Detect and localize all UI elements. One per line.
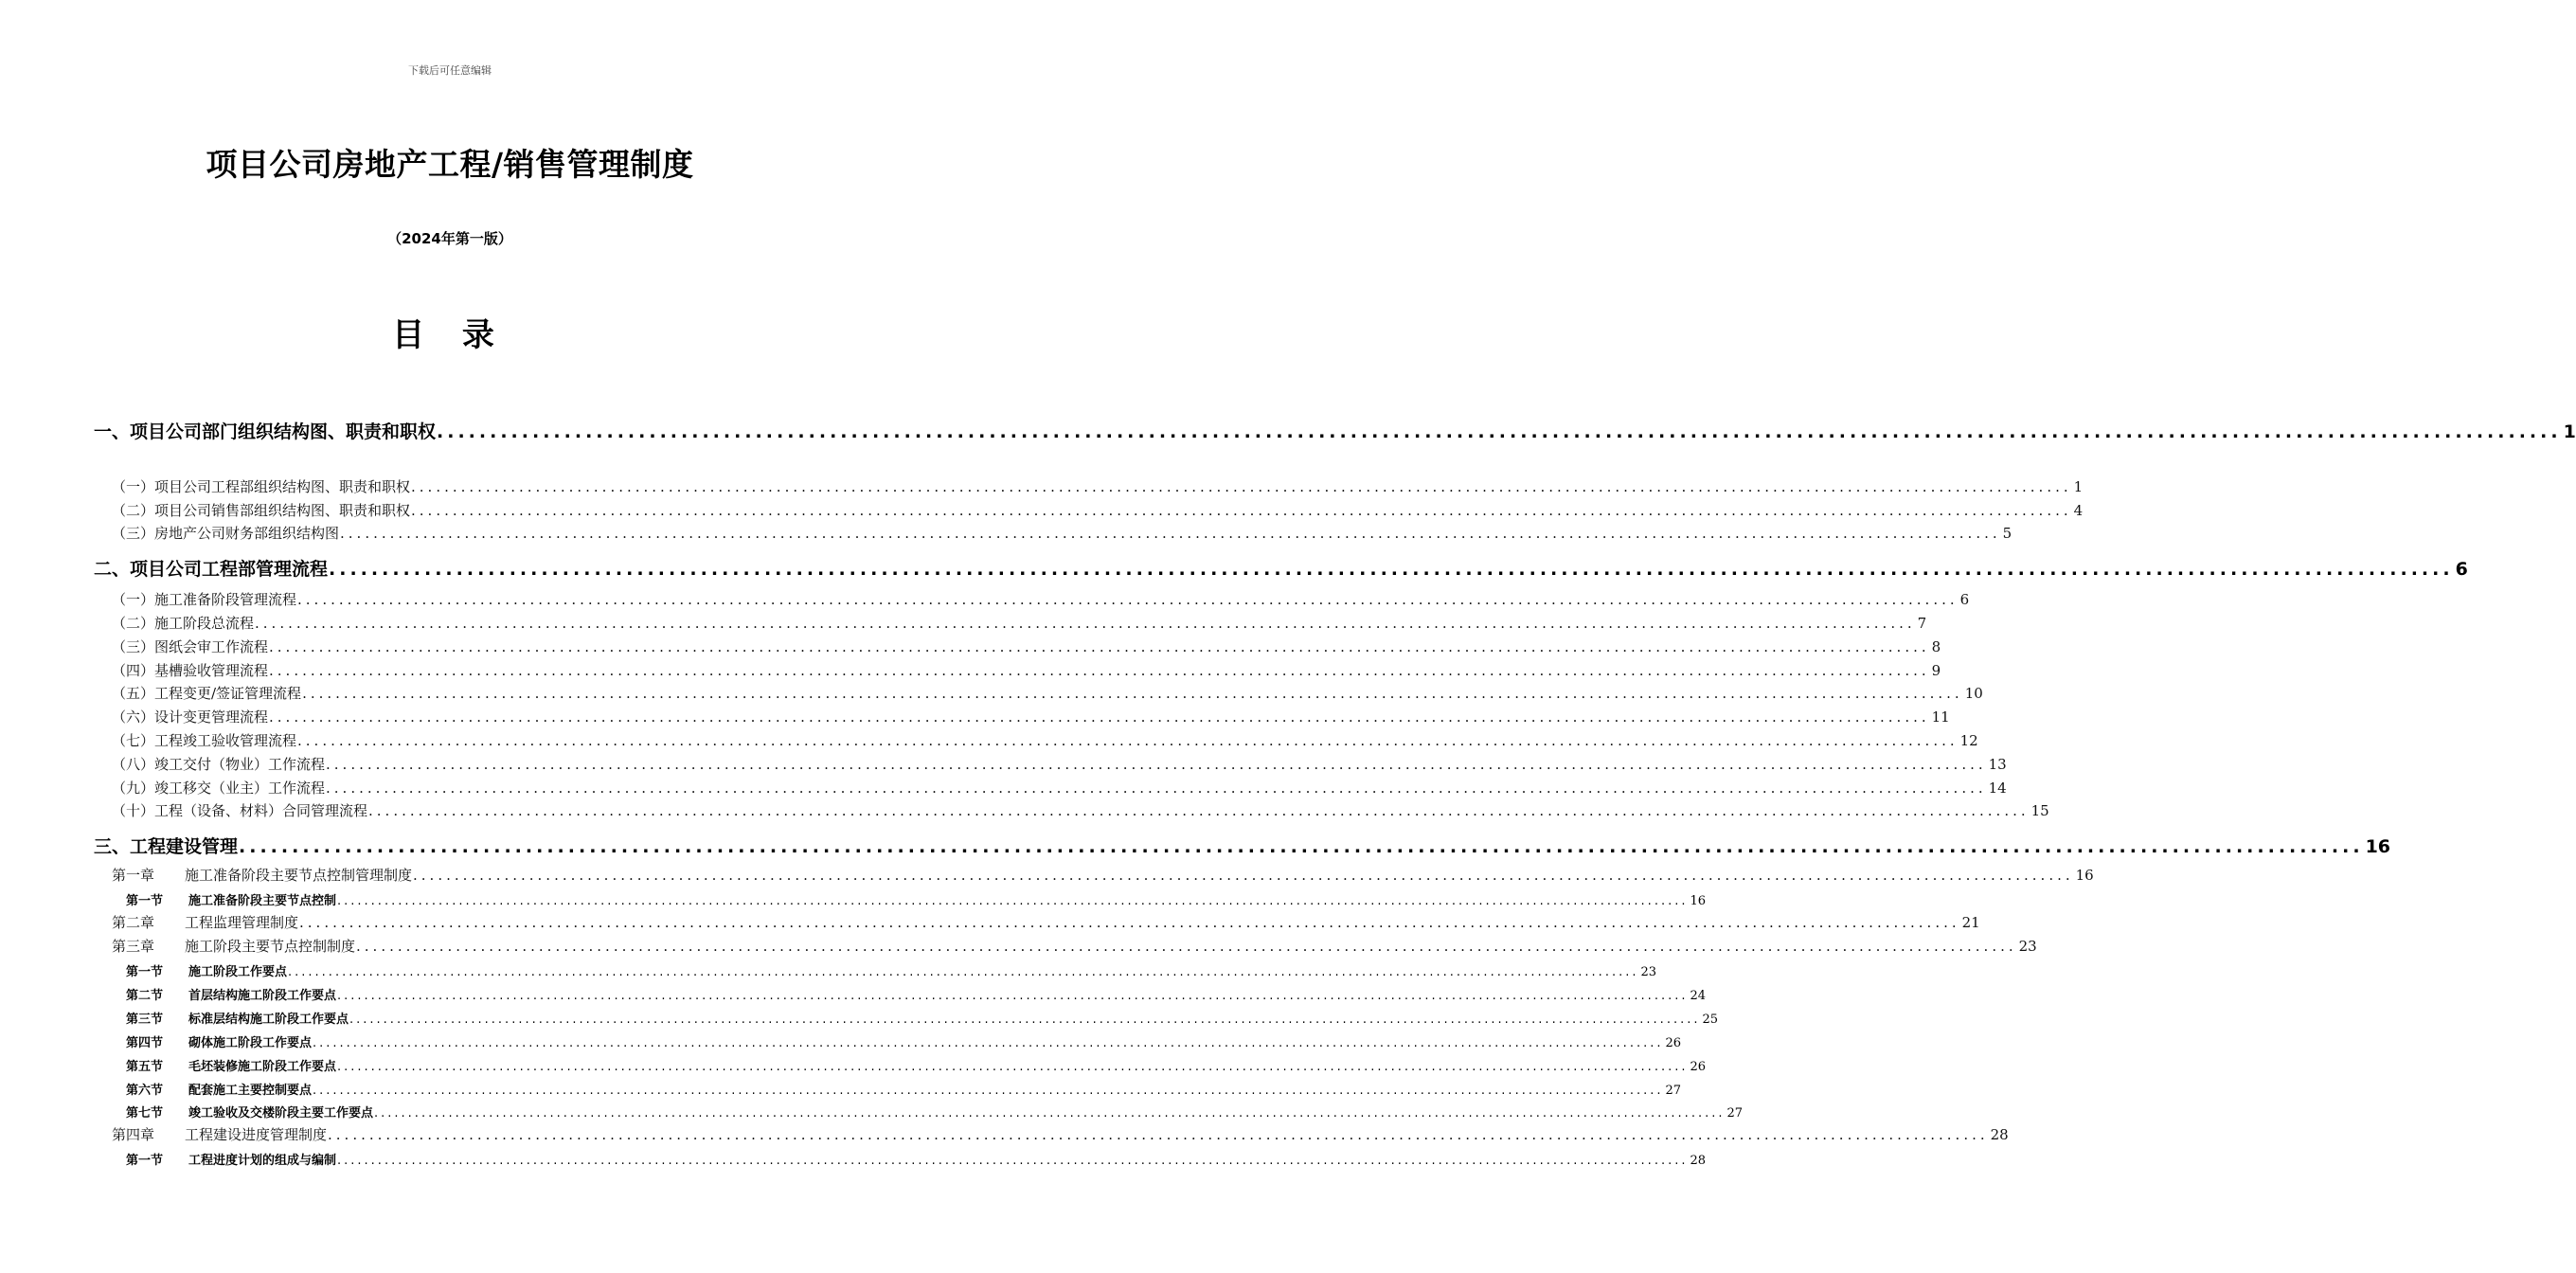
toc-leader-dots: ........................................................................................................................................................................................................ xyxy=(349,1013,1701,1027)
toc-entry-label: 二、项目公司工程部管理流程 xyxy=(94,559,329,580)
toc-page-number: 10 xyxy=(1964,685,1983,702)
toc-page-number: 16 xyxy=(2075,867,2094,884)
toc-page-number: 5 xyxy=(2002,525,2012,542)
toc-page-number: 8 xyxy=(1931,638,1941,655)
toc-page-number: 12 xyxy=(1959,732,1978,749)
toc-entry[interactable] xyxy=(112,912,1980,932)
toc-leader-dots: ........................................................................................................................................................................................................ xyxy=(411,502,2072,519)
toc-entry-label: （十）工程（设备、材料）合同管理流程 xyxy=(112,802,368,819)
toc-page-number: 27 xyxy=(1726,1106,1744,1121)
toc-leader-dots: ........................................................................................................................................................................................................ xyxy=(326,756,1987,773)
toc-page-number: 23 xyxy=(2018,938,2037,955)
toc-leader-dots: ........................................................................................................................................................................................................ xyxy=(337,894,1689,908)
toc-leader-dots: ........................................................................................................................................................................................................ xyxy=(269,662,1930,679)
toc-entry-number: 第四章 xyxy=(112,1126,155,1143)
document-subtitle: （2024年第一版） xyxy=(387,230,512,247)
toc-leader-dots: ........................................................................................................................................................................................................ xyxy=(368,802,2030,819)
toc-entry-label: （二）施工阶段总流程 xyxy=(112,615,255,632)
toc-leader-dots: ........................................................................................................................................................................................................ xyxy=(288,965,1639,979)
toc-page-number: 6 xyxy=(2455,559,2468,580)
toc-entry-label: 施工准备阶段主要节点控制 xyxy=(188,894,337,908)
toc-entry-number: 第一节 xyxy=(126,1154,164,1168)
toc-page-number: 11 xyxy=(1931,708,1950,726)
toc-page-number: 7 xyxy=(1917,615,1927,632)
document-title: 项目公司房地产工程/销售管理制度 xyxy=(206,146,694,183)
toc-entry-label: 施工阶段主要节点控制制度 xyxy=(185,938,356,955)
toc-entry[interactable] xyxy=(112,500,2084,520)
toc-entry[interactable] xyxy=(112,476,2084,496)
toc-page-number: 23 xyxy=(1640,965,1657,979)
toc-page-number: 1 xyxy=(2073,478,2084,495)
header-note: 下载后可任意编辑 xyxy=(408,64,492,77)
toc-page-number: 16 xyxy=(2365,836,2391,857)
toc-entry[interactable] xyxy=(126,985,1707,1003)
toc-leader-dots: ........................................................................................................................................................................................................ xyxy=(437,421,2562,442)
toc-leader-dots: ........................................................................................................................................................................................................ xyxy=(297,591,1959,608)
toc-entry[interactable] xyxy=(126,1080,1682,1098)
toc-entry[interactable] xyxy=(112,636,1941,656)
toc-leader-dots: ........................................................................................................................................................................................................ xyxy=(411,478,2072,495)
toc-entry-label: 一、项目公司部门组织结构图、职责和职权 xyxy=(94,421,437,442)
toc-leader-dots: ........................................................................................................................................................................................................ xyxy=(413,867,2074,884)
toc-entry[interactable] xyxy=(126,1056,1707,1074)
toc-page-number: 28 xyxy=(1690,1154,1707,1168)
toc-entry[interactable] xyxy=(126,1032,1682,1050)
toc-page-number: 16 xyxy=(1690,894,1707,908)
toc-entry-number: 第二章 xyxy=(112,914,155,931)
toc-leader-dots: ........................................................................................................................................................................................................ xyxy=(297,732,1959,749)
toc-entry[interactable] xyxy=(126,961,1657,979)
toc-entry-label: 施工准备阶段主要节点控制管理制度 xyxy=(185,867,413,884)
toc-entry[interactable] xyxy=(112,523,2012,543)
toc-entry[interactable] xyxy=(126,1150,1707,1168)
toc-entry[interactable] xyxy=(112,778,2007,798)
toc-leader-dots: ........................................................................................................................................................................................................ xyxy=(313,1036,1664,1050)
toc-entry-number: 第三章 xyxy=(112,938,155,955)
toc-entry-number: 第二节 xyxy=(126,989,164,1003)
toc-leader-dots: ........................................................................................................................................................................................................ xyxy=(337,989,1689,1003)
toc-entry-label: 工程建设进度管理制度 xyxy=(185,1126,328,1143)
toc-entry-label: 竣工验收及交楼阶段主要工作要点 xyxy=(188,1106,374,1121)
toc-entry-label: （七）工程竣工验收管理流程 xyxy=(112,732,297,749)
toc-leader-dots: ........................................................................................................................................................................................................ xyxy=(313,1084,1664,1098)
toc-entry-label: 工程进度计划的组成与编制 xyxy=(188,1154,337,1168)
toc-entry-label: （四）基槽验收管理流程 xyxy=(112,662,269,679)
toc-entry-label: 标准层结构施工阶段工作要点 xyxy=(188,1013,349,1027)
toc-page-number: 25 xyxy=(1702,1013,1719,1027)
toc-entry-label: （六）设计变更管理流程 xyxy=(112,708,269,726)
toc-entry[interactable] xyxy=(126,890,1707,908)
toc-entry-label: （一）项目公司工程部组织结构图、职责和职权 xyxy=(112,478,411,495)
toc-page-number: 26 xyxy=(1665,1036,1682,1050)
toc-entry[interactable] xyxy=(112,683,1983,703)
toc-entry-label: 三、工程建设管理 xyxy=(94,836,239,857)
toc-leader-dots: ........................................................................................................................................................................................................ xyxy=(269,708,1930,726)
toc-page-number: 26 xyxy=(1690,1060,1707,1074)
toc-entry-label: 首层结构施工阶段工作要点 xyxy=(188,989,337,1003)
toc-entry[interactable] xyxy=(94,833,2391,858)
toc-heading: 目 录 xyxy=(392,316,508,354)
toc-leader-dots: ........................................................................................................................................................................................................ xyxy=(328,1126,1989,1143)
toc-entry[interactable] xyxy=(112,730,1978,750)
toc-page-number: 15 xyxy=(2030,802,2049,819)
toc-entry-label: 施工阶段工作要点 xyxy=(188,965,288,979)
toc-entry-label: 毛坯装修施工阶段工作要点 xyxy=(188,1060,337,1074)
toc-entry[interactable] xyxy=(112,800,2049,820)
toc-entry-label: 工程监理管理制度 xyxy=(185,914,299,931)
toc-entry[interactable] xyxy=(112,707,1950,726)
toc-page-number: 27 xyxy=(1665,1084,1682,1098)
toc-entry-number: 第六节 xyxy=(126,1084,164,1098)
toc-leader-dots: ........................................................................................................................................................................................................ xyxy=(337,1060,1689,1074)
toc-entry[interactable] xyxy=(126,1009,1719,1027)
toc-leader-dots: ........................................................................................................................................................................................................ xyxy=(329,559,2454,580)
toc-entry[interactable] xyxy=(112,613,1927,633)
toc-entry-label: （一）施工准备阶段管理流程 xyxy=(112,591,297,608)
toc-entry-number: 第四节 xyxy=(126,1036,164,1050)
toc-entry[interactable] xyxy=(112,660,1941,680)
toc-entry-label: （三）房地产公司财务部组织结构图 xyxy=(112,525,340,542)
toc-entry-number: 第一节 xyxy=(126,894,164,908)
toc-entry[interactable] xyxy=(126,1103,1744,1121)
toc-leader-dots: ........................................................................................................................................................................................................ xyxy=(302,685,1963,702)
toc-entry-label: （三）图纸会审工作流程 xyxy=(112,638,269,655)
toc-entry-number: 第三节 xyxy=(126,1013,164,1027)
toc-page-number: 9 xyxy=(1931,662,1941,679)
toc-leader-dots: ........................................................................................................................................................................................................ xyxy=(356,938,2017,955)
toc-page-number: 13 xyxy=(1988,756,2007,773)
toc-leader-dots: ........................................................................................................................................................................................................ xyxy=(326,780,1987,797)
toc-page-number: 21 xyxy=(1961,914,1980,931)
toc-page-number: 4 xyxy=(2073,502,2084,519)
toc-entry-label: 砌体施工阶段工作要点 xyxy=(188,1036,313,1050)
toc-entry[interactable] xyxy=(112,589,1970,609)
toc-page-number: 28 xyxy=(1990,1126,2009,1143)
toc-entry[interactable] xyxy=(112,936,2037,956)
toc-entry-number: 第一章 xyxy=(112,867,155,884)
toc-entry-number: 第五节 xyxy=(126,1060,164,1074)
toc-entry[interactable] xyxy=(112,1124,2009,1144)
toc-leader-dots: ........................................................................................................................................................................................................ xyxy=(337,1154,1689,1168)
toc-leader-dots: ........................................................................................................................................................................................................ xyxy=(269,638,1930,655)
toc-leader-dots: ........................................................................................................................................................................................................ xyxy=(299,914,1960,931)
toc-entry-label: （八）竣工交付（物业）工作流程 xyxy=(112,756,326,773)
toc-page-number: 1 xyxy=(2563,421,2576,442)
toc-entry[interactable] xyxy=(94,555,2468,581)
toc-entry-label: （二）项目公司销售部组织结构图、职责和职权 xyxy=(112,502,411,519)
toc-entry-label: （五）工程变更/签证管理流程 xyxy=(112,685,302,702)
toc-entry-number: 第一节 xyxy=(126,965,164,979)
toc-entry-label: 配套施工主要控制要点 xyxy=(188,1084,313,1098)
toc-leader-dots: ........................................................................................................................................................................................................ xyxy=(239,836,2364,857)
toc-leader-dots: ........................................................................................................................................................................................................ xyxy=(255,615,1916,632)
toc-entry-number: 第七节 xyxy=(126,1106,164,1121)
toc-entry[interactable] xyxy=(94,418,2576,443)
toc-entry[interactable] xyxy=(112,754,2007,774)
toc-page-number: 24 xyxy=(1690,989,1707,1003)
toc-leader-dots: ........................................................................................................................................................................................................ xyxy=(374,1106,1726,1121)
toc-page-number: 6 xyxy=(1959,591,1970,608)
toc-entry[interactable] xyxy=(112,865,2094,885)
toc-page-number: 14 xyxy=(1988,780,2007,797)
toc-entry-label: （九）竣工移交（业主）工作流程 xyxy=(112,780,326,797)
toc-leader-dots: ........................................................................................................................................................................................................ xyxy=(340,525,2001,542)
